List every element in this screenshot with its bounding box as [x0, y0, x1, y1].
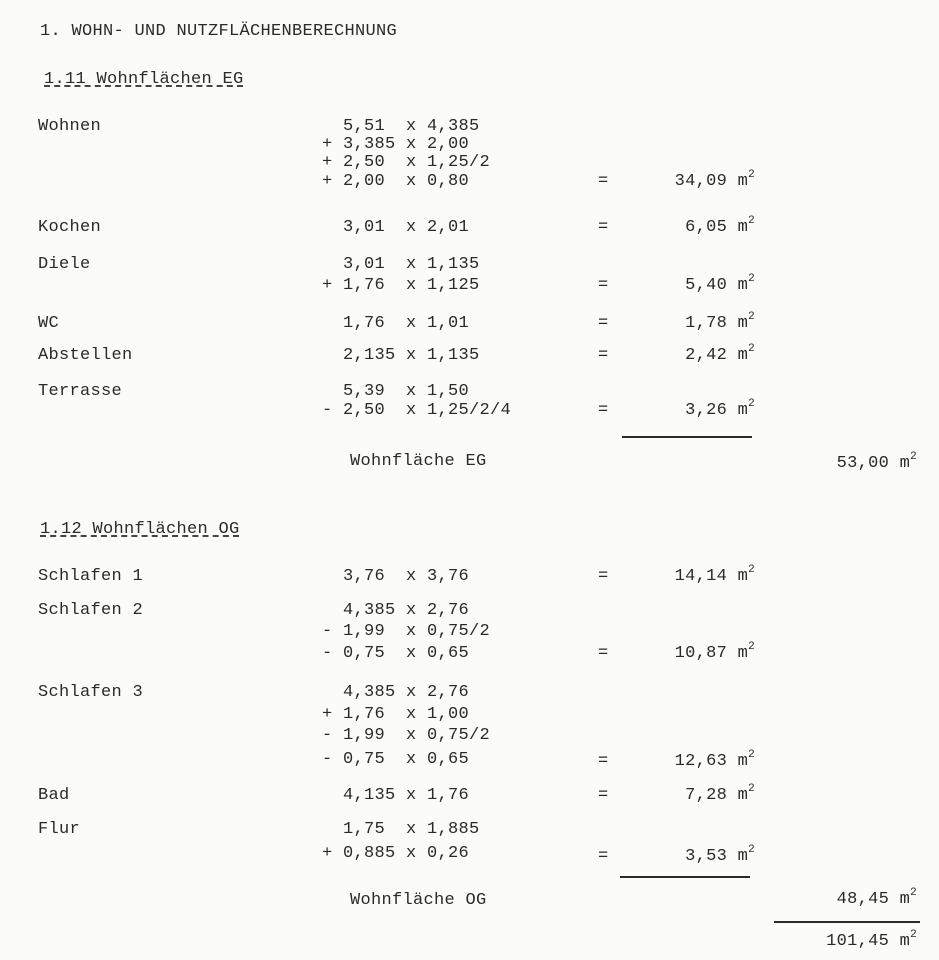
calc-line: 5,51 x 4,385	[322, 117, 480, 136]
room-label: Schlafen 3	[38, 683, 144, 702]
section-heading-eg: 1.11 Wohnflächen EG	[44, 70, 244, 89]
room-label: Schlafen 1	[38, 567, 144, 586]
calc-line: - 0,75 x 0,65	[322, 750, 470, 769]
subtotal-label-og: Wohnfläche OG	[350, 891, 487, 910]
section-heading-og: 1.12 Wohnflächen OG	[40, 520, 240, 539]
area-result: 3,53 $m^2$	[685, 844, 755, 866]
area-result: 7,28 $m^2$	[685, 783, 755, 805]
calc-line: + 2,00 x 0,80	[322, 172, 470, 191]
equals-sign: =	[598, 346, 609, 365]
calc-line: 2,135 x 1,135	[322, 346, 480, 365]
area-result: 10,87 $m^2$	[674, 641, 755, 663]
room-label: Abstellen	[38, 346, 133, 365]
calc-line: 1,76 x 1,01	[322, 314, 470, 333]
calc-line: - 1,99 x 0,75/2	[322, 726, 491, 745]
room-label: Flur	[38, 820, 81, 839]
equals-sign: =	[598, 752, 609, 771]
equals-sign: =	[598, 847, 609, 866]
calc-line: 1,75 x 1,885	[322, 820, 480, 839]
equals-sign: =	[598, 276, 609, 295]
calc-line: + 1,76 x 1,00	[322, 705, 470, 724]
room-label: Bad	[38, 786, 70, 805]
equals-sign: =	[598, 172, 609, 191]
subtotal-label-eg: Wohnfläche EG	[350, 452, 487, 471]
calc-line: + 3,385 x 2,00	[322, 135, 470, 154]
area-result: 5,40 $m^2$	[685, 273, 755, 295]
calc-line: + 1,76 x 1,125	[322, 276, 480, 295]
calc-line: 5,39 x 1,50	[322, 382, 470, 401]
area-result: 14,14 $m^2$	[674, 564, 755, 586]
room-label: WC	[38, 314, 60, 333]
calc-line: - 1,99 x 0,75/2	[322, 622, 491, 641]
calc-line: 4,385 x 2,76	[322, 683, 470, 702]
equals-sign: =	[598, 567, 609, 586]
area-result: 6,05 $m^2$	[685, 215, 755, 237]
calc-line: 3,01 x 1,135	[322, 255, 480, 274]
room-label: Wohnen	[38, 117, 102, 136]
sum-line	[620, 876, 750, 878]
calc-line: - 0,75 x 0,65	[322, 644, 470, 663]
room-label: Diele	[38, 255, 91, 274]
calc-line: 4,135 x 1,76	[322, 786, 470, 805]
area-result: 3,26 $m^2$	[685, 398, 755, 420]
calc-line: + 0,885 x 0,26	[322, 844, 470, 863]
area-result: 1,78 $m^2$	[685, 311, 755, 333]
area-result: 34,09 $m^2$	[674, 169, 755, 191]
room-label: Schlafen 2	[38, 601, 144, 620]
room-label: Kochen	[38, 218, 102, 237]
area-result: 12,63 $m^2$	[674, 749, 755, 771]
grand-total-value: 101,45 $m^2$	[826, 929, 917, 951]
subtotal-value-eg: 53,00 $m^2$	[836, 451, 917, 473]
sum-line	[622, 436, 752, 438]
total-line	[774, 921, 920, 923]
calc-line: 3,01 x 2,01	[322, 218, 470, 237]
equals-sign: =	[598, 401, 609, 420]
equals-sign: =	[598, 644, 609, 663]
page-title: 1. WOHN- UND NUTZFLÄCHENBERECHNUNG	[40, 22, 398, 41]
equals-sign: =	[598, 314, 609, 333]
subtotal-value-og: 48,45 $m^2$	[836, 887, 917, 909]
equals-sign: =	[598, 218, 609, 237]
calc-line: + 2,50 x 1,25/2	[322, 153, 491, 172]
calc-line: - 2,50 x 1,25/2/4	[322, 401, 512, 420]
room-label: Terrasse	[38, 382, 123, 401]
calc-line: 4,385 x 2,76	[322, 601, 470, 620]
area-result: 2,42 $m^2$	[685, 343, 755, 365]
equals-sign: =	[598, 786, 609, 805]
calc-line: 3,76 x 3,76	[322, 567, 470, 586]
